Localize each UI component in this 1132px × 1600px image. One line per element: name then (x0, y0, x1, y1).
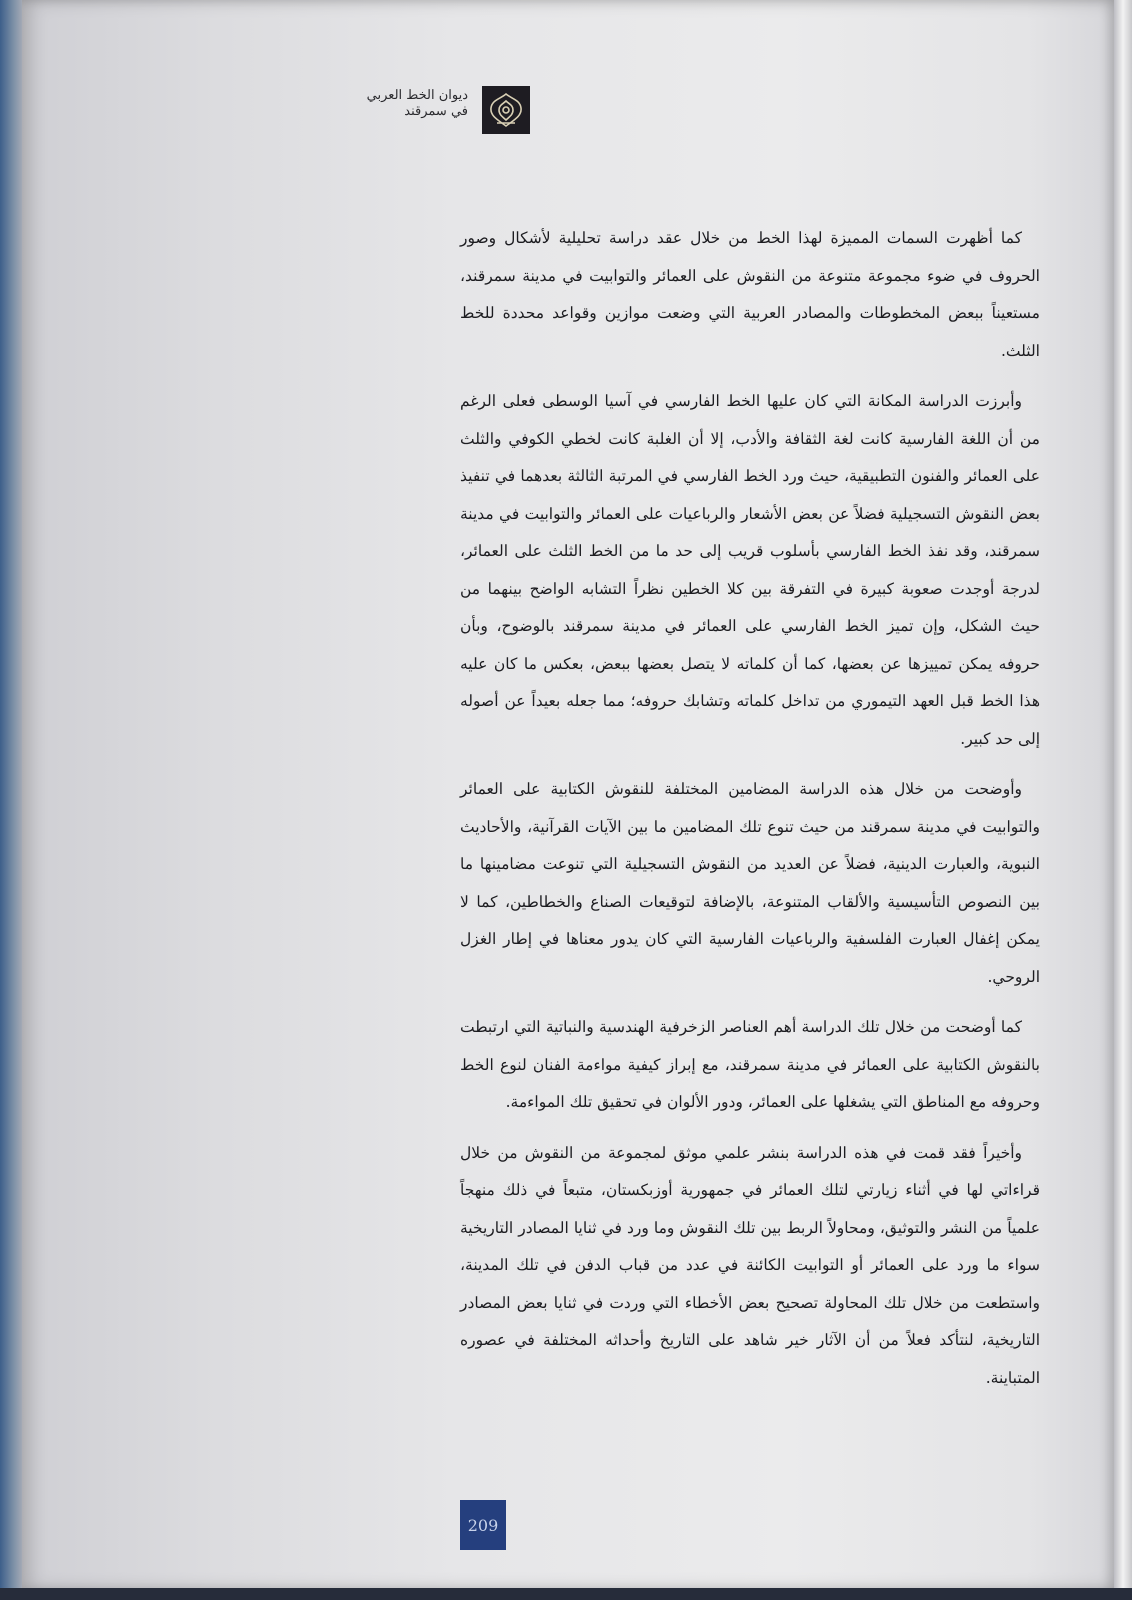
body-text (460, 220, 1040, 1410)
paragraph: وأوضحت من خلال هذه الدراسة المضامين المختلفة للنقوش الكتابية على العمائر والتوابيت في مدينة سمرقند من حيث تنوع تلك المضامين ما بين الآيات القرآنية، والأحاديث النبوية، والعبارت الدينية، فضلاً عن العديد من النقوش التسجيلية التي تنوعت مضامينها ما بين النصوص التأسيسية والألقاب المتنوعة، بالإضافة لتوقيعات الصناع والخطاطين، كما لا يمكن إغفال العبارت الفلسفية والرباعيات الفارسية التي كان يدور معناها في إطار الغزل الروحي. (460, 780, 1040, 986)
page-number: 209 (460, 1500, 506, 1550)
paragraph: وأخيراً فقد قمت في هذه الدراسة بنشر علمي موثق لمجموعة من النقوش من خلال قراءاتي لها في أثناء زيارتي لتلك العمائر في جمهورية أوزبكستان، متبعاً في ذلك منهجاً علمياً من النشر والتوثيق، ومحاولاً الربط بين تلك النقوش وما ورد في ثنايا المصادر التاريخية سواء ما ورد على العمائر أو التوابيت الكائنة في عدد من قباب الدفن في تلك المدينة، واستطعت من خلال تلك المحاولة تصحيح بعض الأخطاء التي وردت في ثنايا بعض المصادر التاريخية، لنتأكد فعلاً من أن الآثار خير شاهد على التاريخ وأحداثه المختلفة في عصوره المتباينة. (460, 1143, 1040, 1387)
page-edge-right (1114, 0, 1132, 1600)
paragraph: وأبرزت الدراسة المكانة التي كان عليها الخط الفارسي في آسيا الوسطى فعلى الرغم من أن اللغة الفارسية كانت لغة الثقافة والأدب، إلا أن الغلبة كانت لخطي الكوفي والثلث على العمائر والفنون التطبيقية، حيث ورد الخط الفارسي في المرتبة الثالثة بعدهما في تنفيذ بعض النقوش التسجيلية فضلاً عن بعض الأشعار والرباعيات على العمائر والتوابيت في مدينة سمرقند، وقد نفذ الخط الفارسي بأسلوب قريب إلى حد ما من الخط الثلث على العمائر، لدرجة أوجدت صعوبة كبيرة في التفرقة بين كلا الخطين نظراً التشابه الواضح بينهما من حيث الشكل، وإن تميز الخط الفارسي على العمائر في مدينة سمرقند بالوضوح، وبأن حروفه يمكن تمييزها عن بعضها، كما أن كلماته لا يتصل بعضها ببعض، بعكس ما كان عليه هذا الخط قبل العهد التيموري من تداخل كلماته وتشابك حروفه؛ مما جعله بعيداً عن أصوله إلى حد كبير. (460, 392, 1040, 748)
book-spine (0, 0, 22, 1600)
paragraph: كما أظهرت السمات المميزة لهذا الخط من خلال عقد دراسة تحليلية لأشكال وصور الحروف في ضوء مجموعة متنوعة من النقوش على العمائر والتوابيت في مدينة سمرقند، مستعيناً ببعض المخطوطات والمصادر العربية التي وضعت موازين وقواعد محددة للخط الثلث. (460, 229, 1040, 360)
paragraph: كما أوضحت من خلال تلك الدراسة أهم العناصر الزخرفية الهندسية والنباتية التي ارتبطت بالنقوش الكتابية على العمائر في مدينة سمرقند، مع إبراز كيفية مواءمة الفنان لنوع الخط وحروفه مع المناطق التي يشغلها على العمائر، ودور الألوان في تحقيق تلك المواءمة. (460, 1018, 1040, 1111)
running-header (340, 86, 530, 142)
bottom-edge (0, 1588, 1132, 1600)
ornamental-emblem-icon (482, 86, 530, 134)
header-title-line-2: في سمرقند (404, 104, 468, 119)
header-title-line-1: ديوان الخط العربي (366, 88, 468, 103)
header-title (348, 88, 468, 120)
